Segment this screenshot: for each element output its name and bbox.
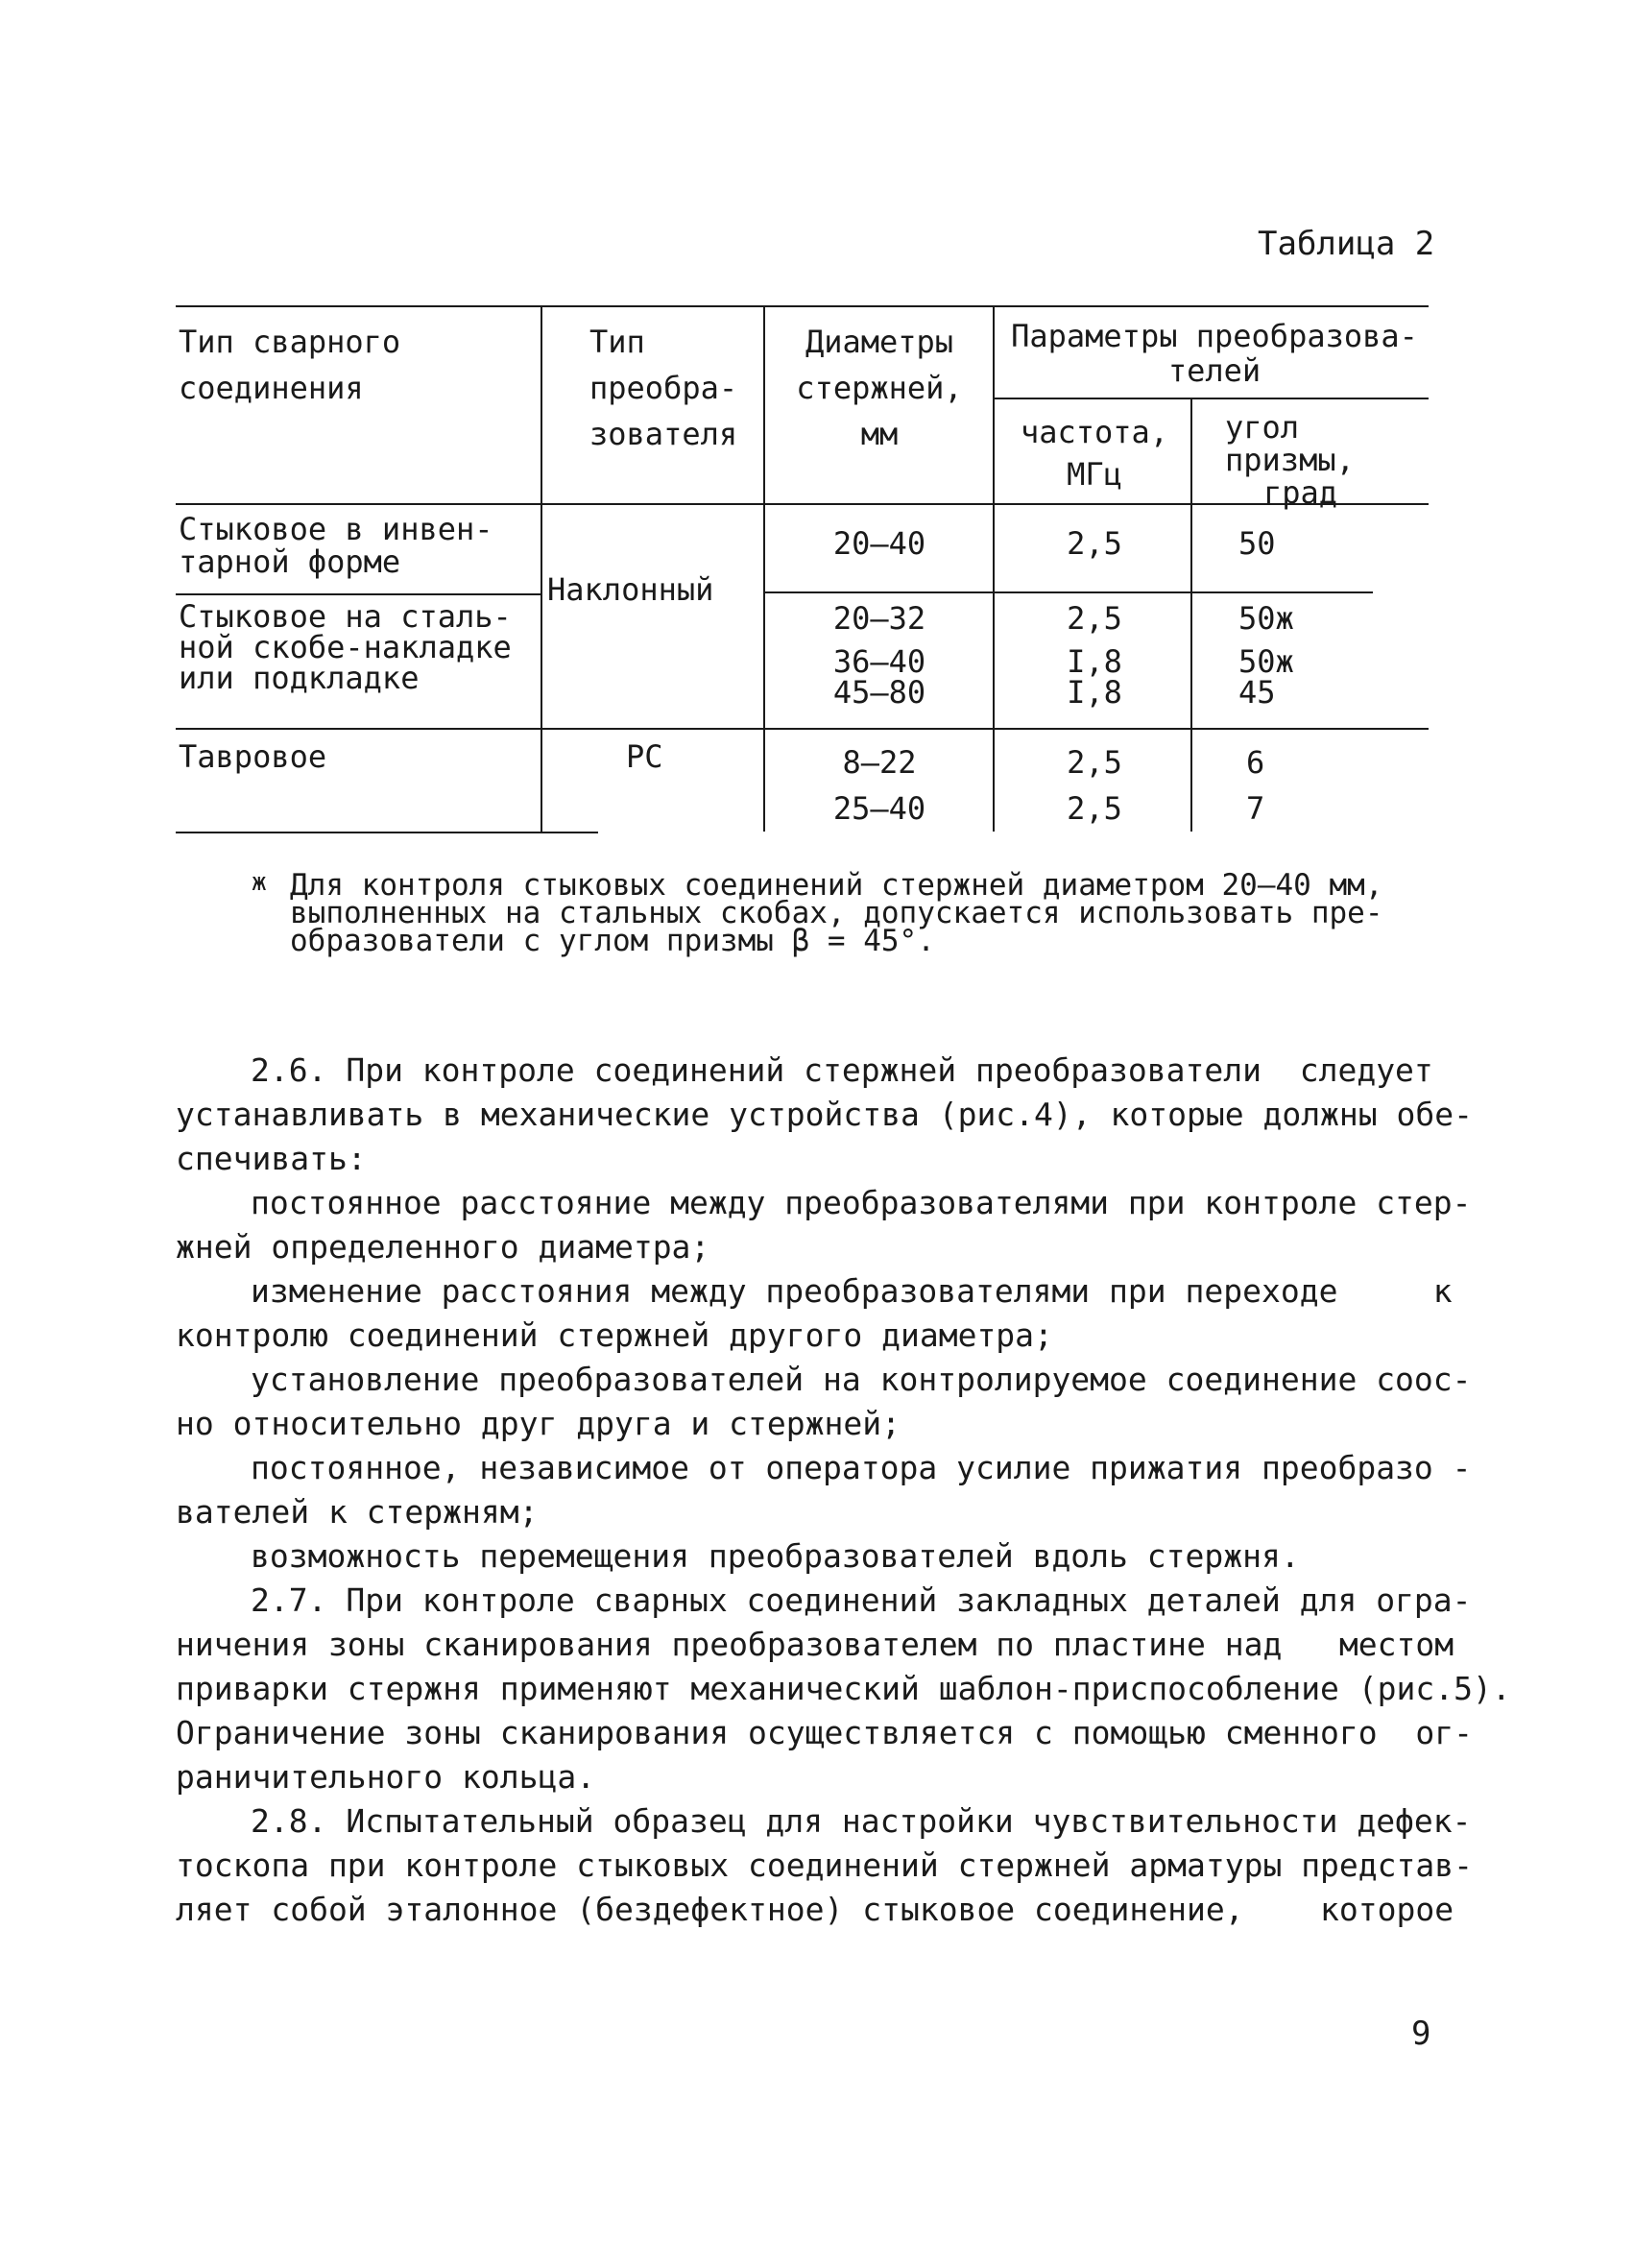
table-caption: Таблица 2	[1258, 225, 1435, 263]
footnote: Для контроля стыковых соединений стержней диаметром 20–40 мм, выполненных на стальных скобах, допускается использовать пре- образователи с углом призмы β = 45°.	[290, 868, 1383, 958]
body-line: тоскопа при контроле стыковых соединений стержней арматуры представ-	[176, 1846, 1474, 1884]
body-line: Ограничение зоны сканирования осуществляется с помощью сменного ог-	[176, 1714, 1474, 1751]
body-line: вателей к стержням;	[176, 1493, 539, 1531]
body-line: 2.6. При контроле соединений стержней преобразователи следует	[251, 1051, 1433, 1089]
body-line: но относительно друг друга и стержней;	[176, 1405, 901, 1442]
header-type: Тип сварного соединения	[179, 324, 401, 406]
body-line: ничения зоны сканирования преобразователем по пластине над местом	[176, 1626, 1454, 1663]
header-transducer: Тип преобра- зователя	[589, 324, 738, 452]
row3-frequency: 2,5 2,5	[1067, 744, 1122, 827]
table-row: Стыковое в инвен- тарной форме	[179, 511, 493, 580]
row1-diameter: 20–40	[832, 525, 926, 562]
page-number: 9	[1411, 2015, 1431, 2053]
body-line: установление преобразователей на контролируемое соединение соос-	[251, 1361, 1472, 1398]
body-line: 2.8. Испытательный образец для настройки чувствительности дефек-	[251, 1802, 1472, 1840]
body-line: устанавливать в механические устройства (рис.4), которые должны обе-	[176, 1096, 1474, 1133]
row2-frequency: 2,5 I,8 I,8	[1067, 600, 1122, 711]
header-frequency: частота, МГц	[1020, 414, 1169, 493]
row3-diameter: 8–22 25–40	[832, 744, 926, 827]
header-angle: угол призмы, град	[1225, 409, 1355, 511]
header-params: Параметры преобразова- телей	[1011, 318, 1418, 389]
body-line: 2.7. При контроле сварных соединений закладных деталей для огра-	[251, 1581, 1472, 1619]
row2-diameter: 20–32 36–40 45–80	[832, 600, 926, 711]
row3-angle: 6 7	[1246, 744, 1265, 827]
body-text	[176, 1049, 1511, 1932]
table-row: Тавровое	[179, 738, 327, 775]
table-row: Стыковое на сталь- ной скобе-накладке или подкладке	[179, 598, 512, 696]
body-line: изменение расстояния между преобразователями при переходе к	[251, 1272, 1453, 1310]
header-diameter: Диаметры стержней, мм	[796, 324, 963, 452]
body-line: контролю соединений стержней другого диаметра;	[176, 1316, 1053, 1354]
body-line: приварки стержня применяют механический шаблон-приспособление (рис.5).	[176, 1670, 1511, 1707]
row3-transducer: РС	[626, 738, 663, 775]
body-line: раничительного кольца.	[176, 1758, 596, 1796]
body-line: возможность перемещения преобразователей вдоль стержня.	[251, 1537, 1300, 1575]
body-line: постоянное, независимое от оператора усилие прижатия преобразо -	[251, 1449, 1472, 1486]
footnote-mark: ж	[252, 868, 267, 897]
row2-angle: 50ж 50ж 45	[1238, 600, 1294, 711]
body-line: жней определенного диаметра;	[176, 1228, 710, 1266]
body-line: постоянное расстояние между преобразователями при контроле стер-	[251, 1184, 1472, 1221]
body-line: ляет собой эталонное (бездефектное) стыковое соединение, которое	[176, 1891, 1454, 1928]
merged-transducer: Наклонный	[547, 571, 714, 608]
row1-angle: 50	[1238, 525, 1276, 562]
body-line: спечивать:	[176, 1140, 367, 1177]
row1-frequency: 2,5	[1067, 525, 1122, 562]
